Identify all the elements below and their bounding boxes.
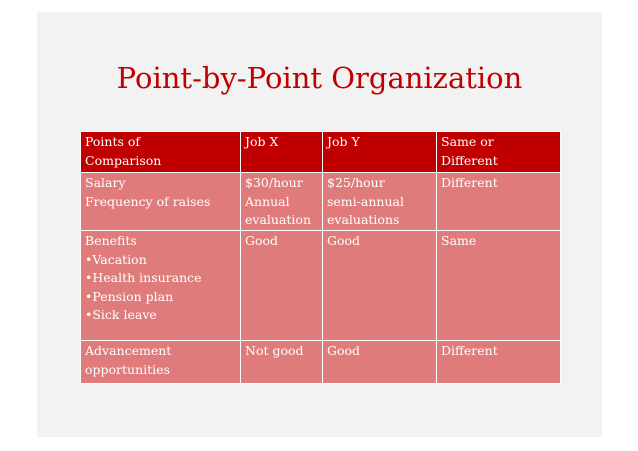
cell-text: Frequency of raises (85, 193, 211, 209)
cell-text: Not good (245, 343, 304, 358)
cell-text: semi-annual (327, 193, 404, 209)
table-cell (81, 341, 241, 384)
cell-text: evaluations (327, 212, 400, 227)
cell-text: Annual (245, 193, 290, 209)
table-cell (323, 173, 437, 231)
cell-text: Good (327, 343, 361, 358)
slide (37, 12, 602, 437)
header-cell-job-x (241, 132, 323, 173)
table-row-advancement (81, 341, 561, 384)
table-cell (81, 173, 241, 231)
cell-text: Same (441, 233, 477, 248)
table-cell (437, 341, 561, 384)
table-cell (241, 173, 323, 231)
cell-text: Different (441, 343, 498, 358)
table-cell (323, 231, 437, 341)
cell-text: evaluation (245, 212, 312, 227)
bullet-item: •Pension plan (85, 288, 174, 304)
header-text: Job X (245, 134, 279, 149)
table-cell (241, 341, 323, 384)
header-cell-job-y (323, 132, 437, 173)
cell-text: Benefits (85, 233, 137, 248)
slide-title: Point-by-Point Organization (116, 61, 523, 95)
table-cell (81, 231, 241, 341)
header-text: Comparison (85, 152, 162, 168)
cell-text: opportunities (85, 361, 170, 377)
cell-text: Good (327, 233, 361, 248)
bullet-item: •Vacation (85, 251, 147, 267)
table-cell (241, 231, 323, 341)
header-text: Same or (441, 134, 494, 149)
table-header-row (81, 132, 561, 173)
cell-text: Different (441, 175, 498, 190)
comparison-table (80, 131, 561, 384)
bullet-item: •Health insurance (85, 270, 202, 285)
table-cell (437, 231, 561, 341)
table-cell (437, 173, 561, 231)
header-text: Different (441, 152, 498, 168)
table-row-salary (81, 173, 561, 231)
cell-text: $30/hour (245, 175, 303, 190)
cell-text: $25/hour (327, 175, 385, 190)
header-text: Job Y (327, 134, 360, 149)
cell-text: Salary (85, 175, 126, 190)
table-row-benefits (81, 231, 561, 341)
cell-text: Advancement (85, 343, 172, 358)
table-cell (323, 341, 437, 384)
header-cell-points (81, 132, 241, 173)
cell-text: Good (245, 233, 279, 248)
header-cell-same-different (437, 132, 561, 173)
header-text: Points of (85, 134, 141, 149)
bullet-item: •Sick leave (85, 307, 157, 322)
